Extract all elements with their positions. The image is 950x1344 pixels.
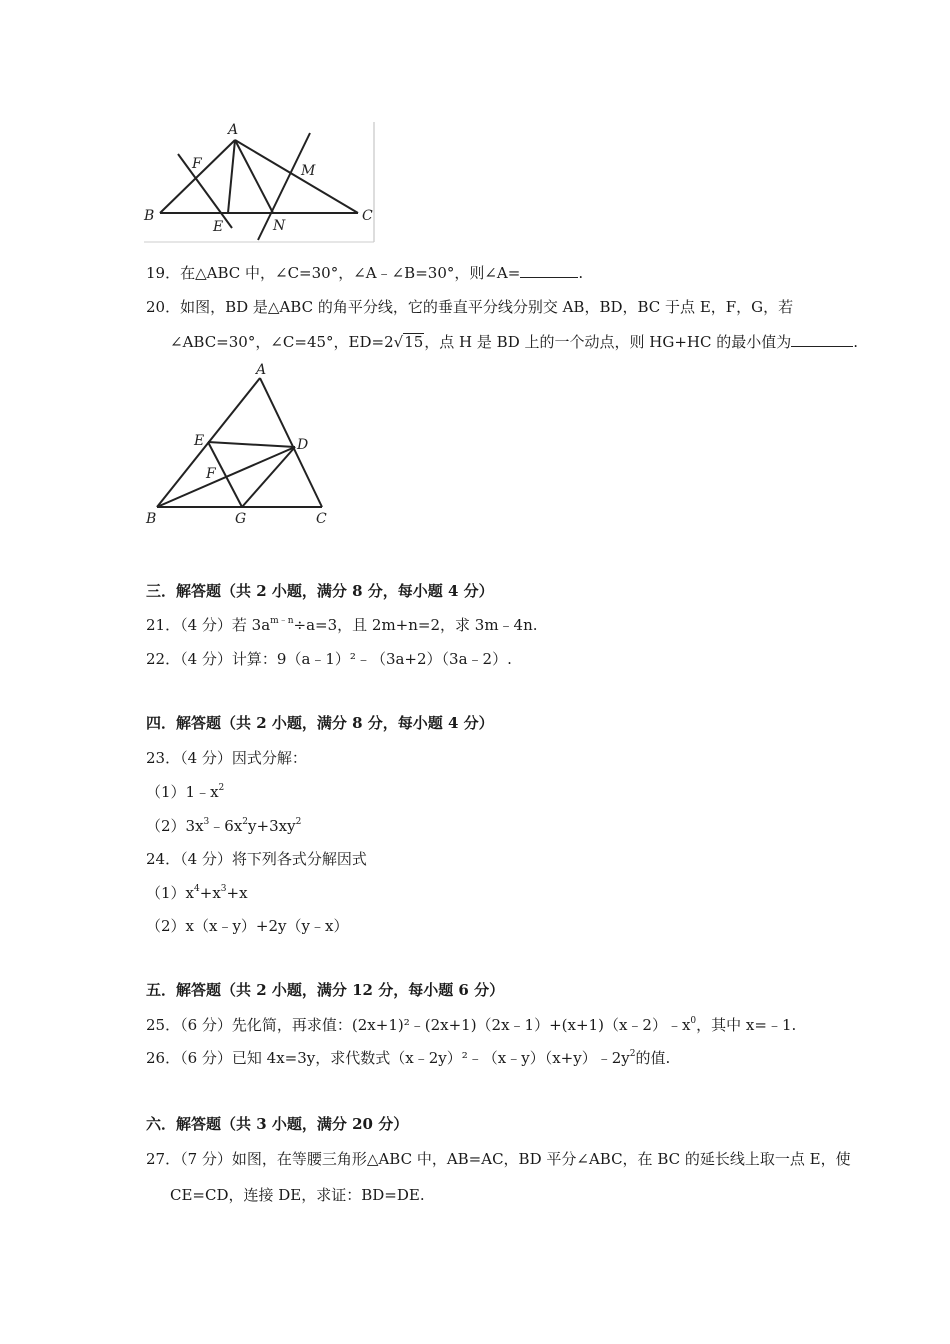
section-4-heading: 四．解答题（共 2 小题，满分 8 分，每小题 4 分） [146, 714, 494, 732]
label-C2: C [316, 511, 327, 527]
q23-p2-exp3: 2 [295, 817, 302, 827]
q23-p1-text: （1）1﹣x [146, 783, 219, 801]
q20-answer-blank [791, 332, 853, 347]
label-B2: B [146, 511, 157, 527]
q19-answer-blank [520, 263, 578, 278]
question-23-part2 [146, 815, 301, 836]
question-24-part2 [146, 915, 348, 936]
q26-text-a: （6 分）已知 4x=3y，求代数式（x﹣2y）²﹣（x﹣y）（x+y）﹣2y [180, 1049, 630, 1067]
q26-text-b: 的值. [635, 1049, 671, 1067]
q20-radicand: 15 [404, 333, 424, 351]
q24-p1-exp1: 4 [194, 884, 200, 894]
q25-text-b: ，其中 x=﹣1. [696, 1016, 797, 1034]
label-N: N [273, 218, 286, 234]
q23-p2-exp2: 2 [242, 817, 249, 827]
q21-text-b: ÷a=3，且 2m+n=2，求 3m﹣4n. [293, 616, 538, 634]
question-20-line2 [170, 331, 858, 352]
label-C: C [362, 208, 373, 224]
q24-text: （4 分）将下列各式分解因式 [180, 850, 367, 868]
q23-text: （4 分）因式分解： [180, 749, 307, 767]
q24-p1-a: （1）x [146, 884, 195, 902]
question-19 [146, 262, 583, 283]
q22-number: 22． [146, 650, 181, 668]
q22-text: （4 分）计算：9（a﹣1）²﹣（3a+2）（3a﹣2）. [180, 650, 512, 668]
q23-number: 23． [146, 749, 181, 767]
q23-p2-a: （2）3x [146, 817, 204, 835]
q19-end: . [578, 264, 584, 282]
figure-triangle-abc-1 [140, 118, 380, 246]
question-25 [146, 1014, 796, 1035]
q21-number: 21． [146, 616, 181, 634]
q24-p2-text: （2）x（x﹣y）+2y（y﹣x） [146, 917, 349, 935]
q24-p1-c: +x [226, 884, 248, 902]
q21-exponent: m﹣n [270, 616, 294, 626]
q27-line2: CE=CD，连接 DE，求证：BD=DE. [170, 1186, 425, 1204]
label-F2: F [206, 466, 216, 482]
question-27-line1 [146, 1148, 851, 1169]
q20-line2b: ，点 H 是 BD 上的一个动点，则 HG+HC 的最小值为 [424, 333, 792, 351]
question-21 [146, 614, 538, 635]
q23-p2-c: y+3xy [248, 817, 296, 835]
q24-number: 24． [146, 850, 181, 868]
section-5-heading: 五．解答题（共 2 小题，满分 12 分，每小题 6 分） [146, 981, 505, 999]
label-A2: A [256, 362, 267, 378]
question-24 [146, 848, 367, 869]
q25-exponent: 0 [690, 1016, 697, 1026]
question-23-part1 [146, 781, 224, 802]
section-6-heading: 六．解答题（共 3 小题，满分 20 分） [146, 1115, 409, 1133]
q25-number: 25． [146, 1016, 181, 1034]
q20-line2a: ∠ABC=30°，∠C=45°，ED=2 [170, 333, 394, 351]
q27-line1: （7 分）如图，在等腰三角形△ABC 中，AB=AC，BD 平分∠ABC，在 BC 的延长线上取一点 E，使 [180, 1150, 851, 1168]
section-3-heading: 三．解答题（共 2 小题，满分 8 分，每小题 4 分） [146, 582, 494, 600]
q20-end: . [853, 333, 858, 351]
q21-text-a: （4 分）若 3a [180, 616, 271, 634]
q20-number: 20． [146, 298, 181, 316]
q24-p1-b: +x [199, 884, 221, 902]
q19-text: 在△ABC 中，∠C=30°，∠A﹣∠B=30°，则∠A= [180, 264, 521, 282]
q26-number: 26． [146, 1049, 181, 1067]
q23-p2-exp1: 3 [203, 817, 210, 827]
question-22 [146, 648, 512, 669]
question-27-line2 [170, 1184, 425, 1205]
label-M: M [301, 163, 316, 179]
label-E: E [213, 219, 224, 235]
label-B: B [144, 208, 155, 224]
question-20-line1 [146, 296, 793, 317]
label-D2: D [297, 437, 309, 453]
sqrt-sign: √ [393, 333, 404, 351]
question-24-part1 [146, 882, 248, 903]
q26-exponent: 2 [629, 1049, 636, 1059]
q19-number: 19． [146, 264, 181, 282]
label-G2: G [235, 511, 247, 527]
question-26 [146, 1047, 670, 1068]
label-A: A [228, 122, 239, 138]
q23-p1-exp: 2 [218, 783, 225, 793]
question-23 [146, 747, 307, 768]
q25-text-a: （6 分）先化简，再求值：(2x+1)²﹣(2x+1)（2x﹣1）+(x+1)（x﹣2）﹣x [180, 1016, 691, 1034]
q27-number: 27． [146, 1150, 181, 1168]
q24-p1-exp2: 3 [220, 884, 227, 894]
label-E2: E [194, 433, 205, 449]
figure-triangle-abc-2 [140, 360, 340, 530]
q23-p2-b: ﹣6x [209, 817, 243, 835]
label-F: F [192, 156, 202, 172]
q20-line1: 如图，BD 是△ABC 的角平分线，它的垂直平分线分别交 AB，BD，BC 于点 E，F，G，若 [180, 298, 794, 316]
